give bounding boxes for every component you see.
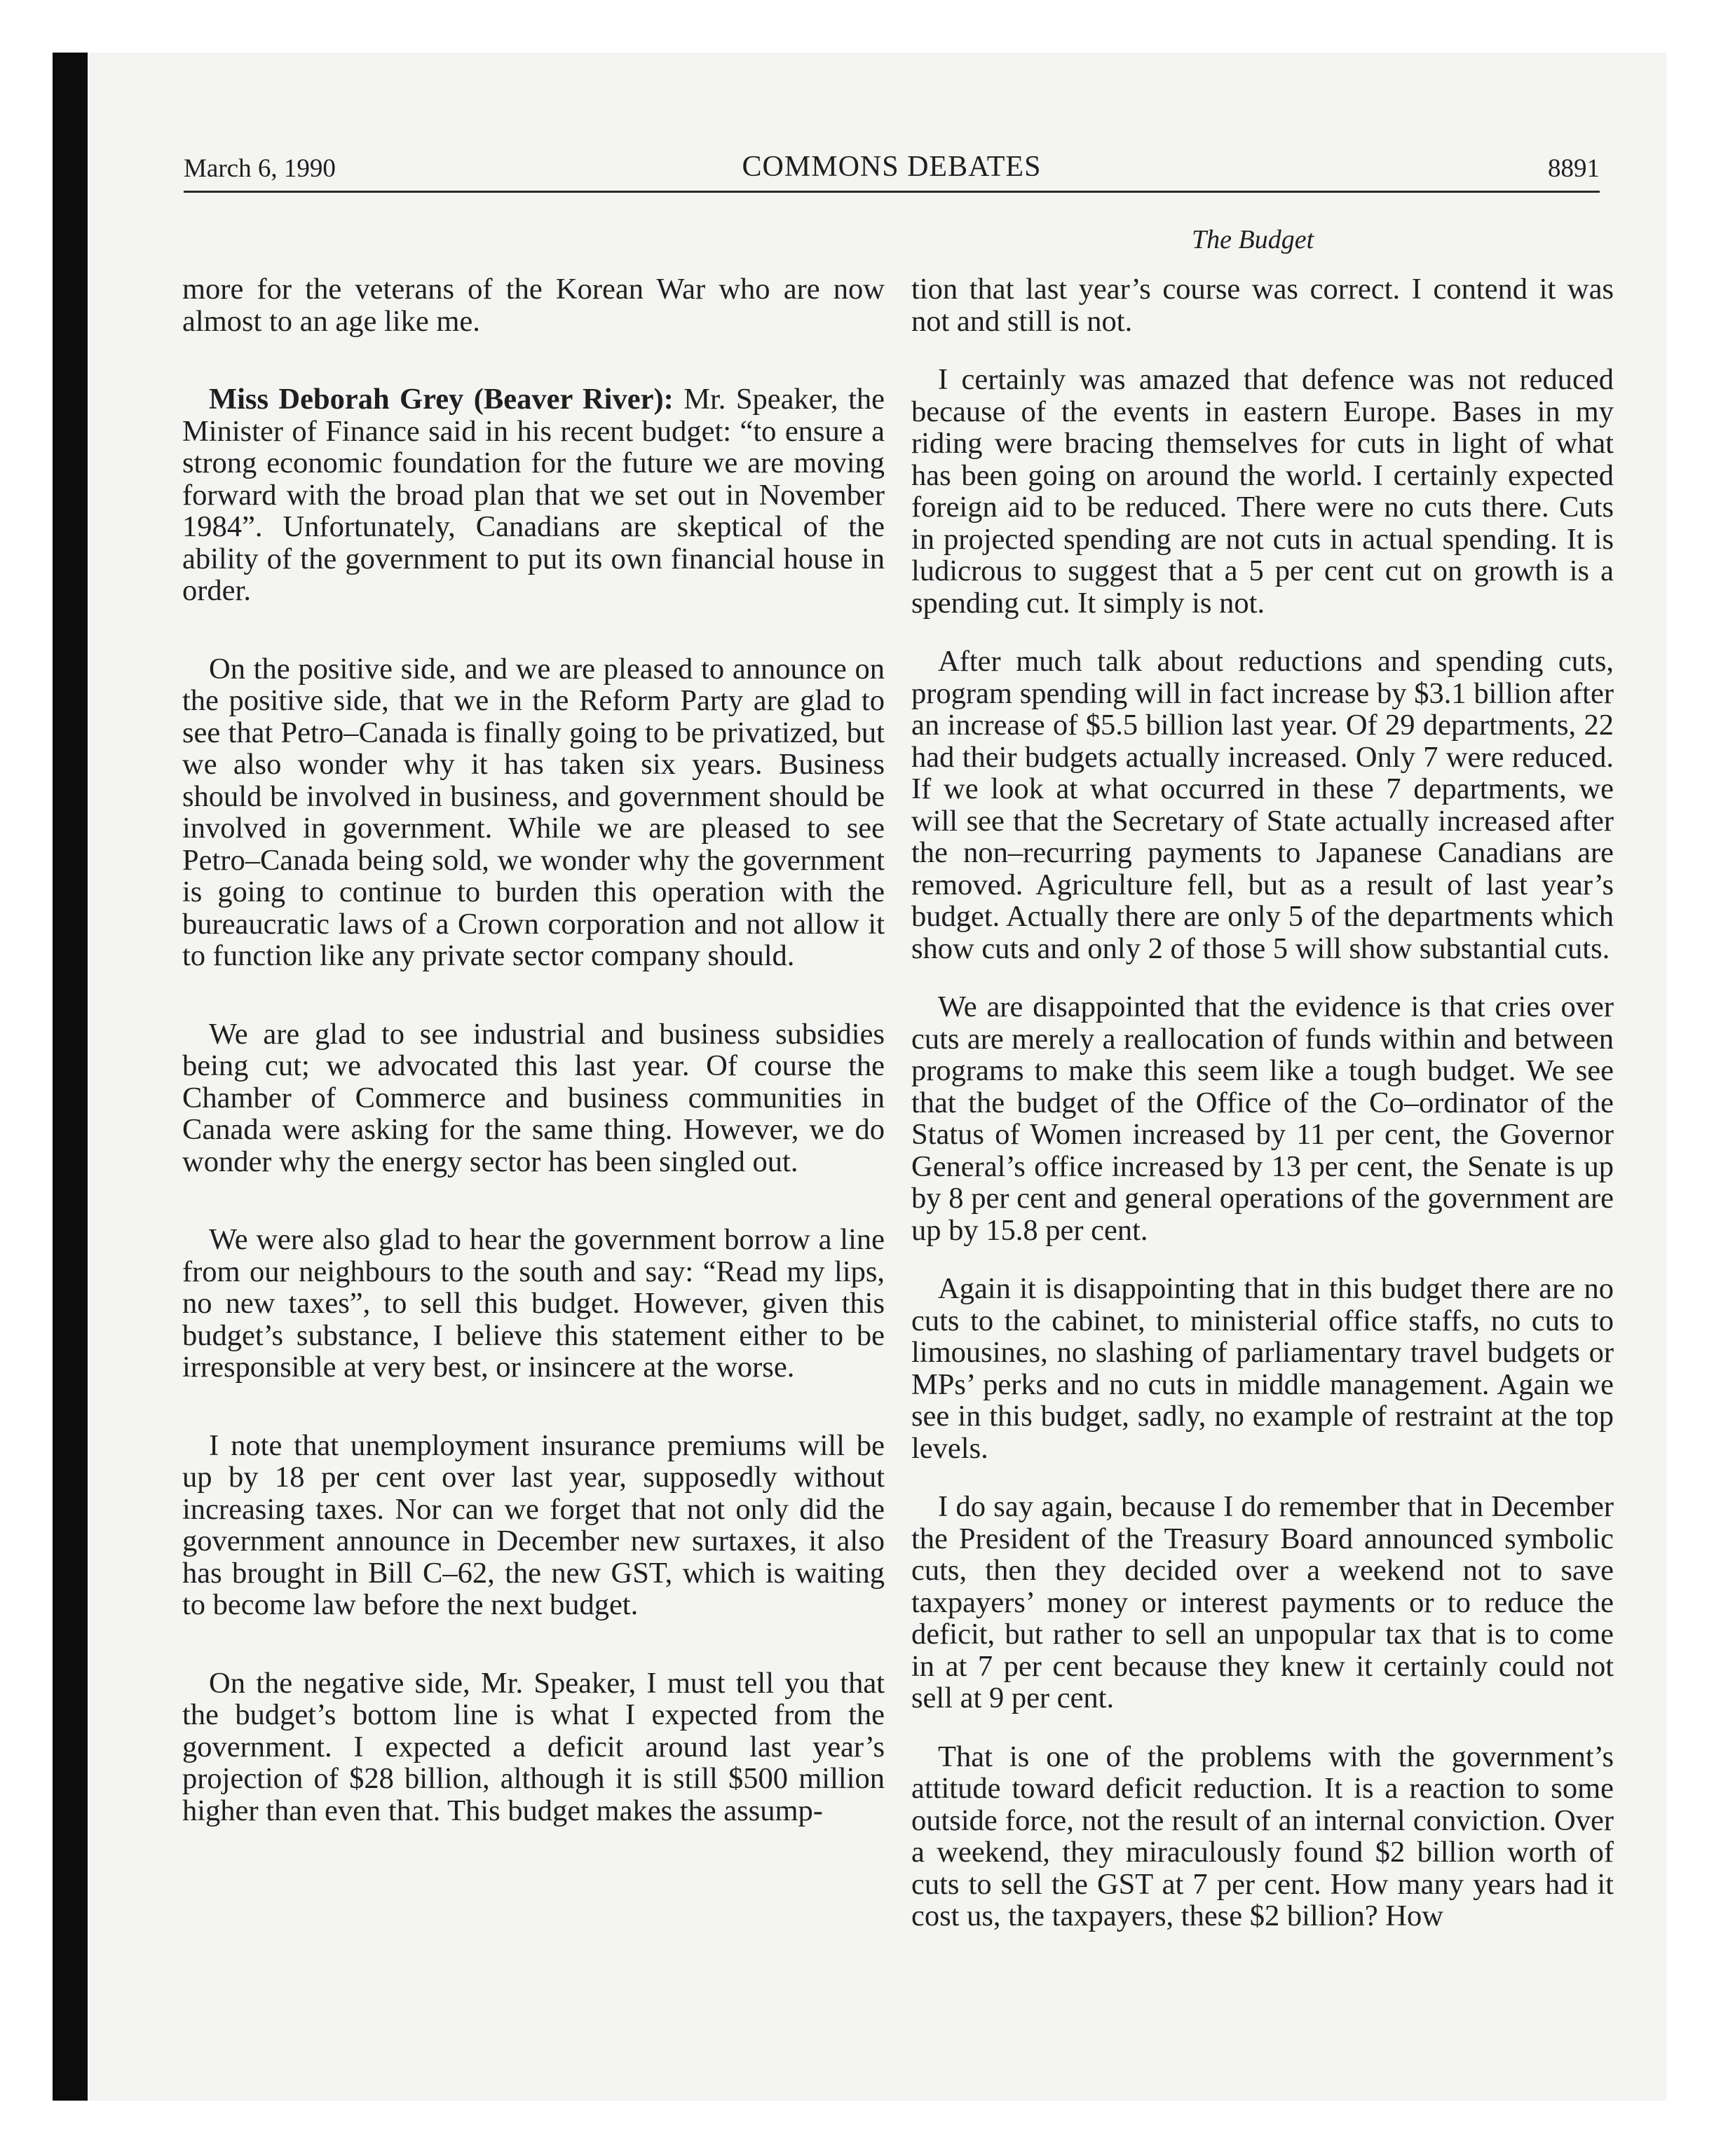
paragraph: We are glad to see industrial and business subsidies being cut; we advocated this last year. Of course the Chamber of Commerce and business communities in Canada were asking for the same thing. However, we do wonder why the energy sector has been singled out. [182,1017,885,1178]
header-date: March 6, 1990 [184,154,336,183]
paragraph: more for the veterans of the Korean War who are now almost to an age like me. [182,273,885,338]
section-title: The Budget [1192,225,1314,254]
paragraph: I certainly was amazed that defence was not reduced because of the events in eastern Europe. Bases in my riding were bracing themselves for cuts in light of what has been going on around the world. I certainly expected foreign aid to be reduced. There were no cuts there. Cuts in projected spending are not cuts in actual spending. It is ludicrous to suggest that a 5 per cent cut on growth is a spending cut. It simply is not. [911,363,1614,620]
paragraph: On the positive side, and we are pleased to announce on the positive side, that we in the Reform Party are glad to see that Petro–Canada is finally going to be privatized, but we also wonder why it has taken six years. Business should be involved in business, and government should be involved in government. While we are pleased to see Petro–Canada being sold, we wonder why the government is going to continue to burden this operation with the bureaucratic laws of a Crown corporation and not allow it to function like any private sector company should. [182,652,885,972]
paragraph: We were also glad to hear the government borrow a line from our neighbours to the south and say: “Read my lips, no new taxes”, to sell this budget. However, given this budget’s substance, I believe this statement either to be irresponsible at very best, or insincere at the worse. [182,1223,885,1384]
paragraph: On the negative side, Mr. Speaker, I must tell you that the budget’s bottom line is what I expected from the government. I expected a deficit around last year’s projection of $28 billion, although it is still $500 million higher than even that. This budget makes the assump- [182,1666,885,1827]
page-header [184,142,1600,193]
header-title: COMMONS DEBATES [742,151,1042,183]
speaker-name: Miss Deborah Grey (Beaver River): [209,383,674,416]
paragraph: I do say again, because I do remember that in December the President of the Treasury Board announced symbolic cuts, then they decided over a weekend not to save taxpayers’ money or interest payments or to reduce the deficit, but rather to sell an unpopular tax that is to come in at 7 per cent because they knew it certainly could not sell at 9 per cent. [911,1490,1614,1714]
paragraph [182,383,885,607]
page-number: 8891 [1548,154,1600,183]
right-column [911,273,1614,1964]
left-column [182,273,885,1858]
paragraph: Again it is disappointing that in this budget there are no cuts to the cabinet, to ministerial office staffs, no cuts to limousines, no slashing of parliamentary travel budgets or MPs’ perks and no cuts in middle management. Again we see in this budget, sadly, no example of restraint at the top levels. [911,1272,1614,1465]
paragraph: After much talk about reductions and spending cuts, program spending will in fact increase by $3.1 billion after an increase of $5.5 billion last year. Of 29 departments, 22 had their budgets actually increased. Only 7 were reduced. If we look at what occurred in these 7 departments, we will see that the Secretary of State actually increased after the non–recurring payments to Japanese Canadians are removed. Agriculture fell, but as a result of last year’s budget. Actually there are only 5 of the departments which show cuts and only 2 of those 5 will show substantial cuts. [911,645,1614,965]
paragraph: We are disappointed that the evidence is that cries over cuts are merely a reallocation of funds within and between programs to make this seem like a tough budget. We see that the budget of the Office of the Co–ordinator of the Status of Women increased by 11 per cent, the Governor General’s office increased by 13 per cent, the Senate is up by 8 per cent and general operations of the government are up by 15.8 per cent. [911,990,1614,1247]
paragraph: tion that last year’s course was correct. I contend it was not and still is not. [911,273,1614,338]
paragraph: I note that unemployment insurance premiums will be up by 18 per cent over last year, supposedly without increasing taxes. Nor can we forget that not only did the government announce in December new surtaxes, it also has brought in Bill C–62, the new GST, which is waiting to become law before the next budget. [182,1428,885,1621]
paragraph-text: Mr. Speaker, the Minister of Finance said in his recent budget: “to ensure a strong economic foundation for the future we are moving forward with the broad plan that we set out in November 1984”. Unfortunately, Canadians are skeptical of the ability of the government to put its own financial house in order. [182,383,885,607]
paragraph: That is one of the problems with the government’s attitude toward deficit reduction. It is a reaction to some outside force, not the result of an internal conviction. Over a weekend, they miraculously found $2 billion worth of cuts to sell the GST at 7 per cent. How many years had it cost us, the taxpayers, these $2 billion? How [911,1740,1614,1932]
scan-border [53,53,88,2101]
